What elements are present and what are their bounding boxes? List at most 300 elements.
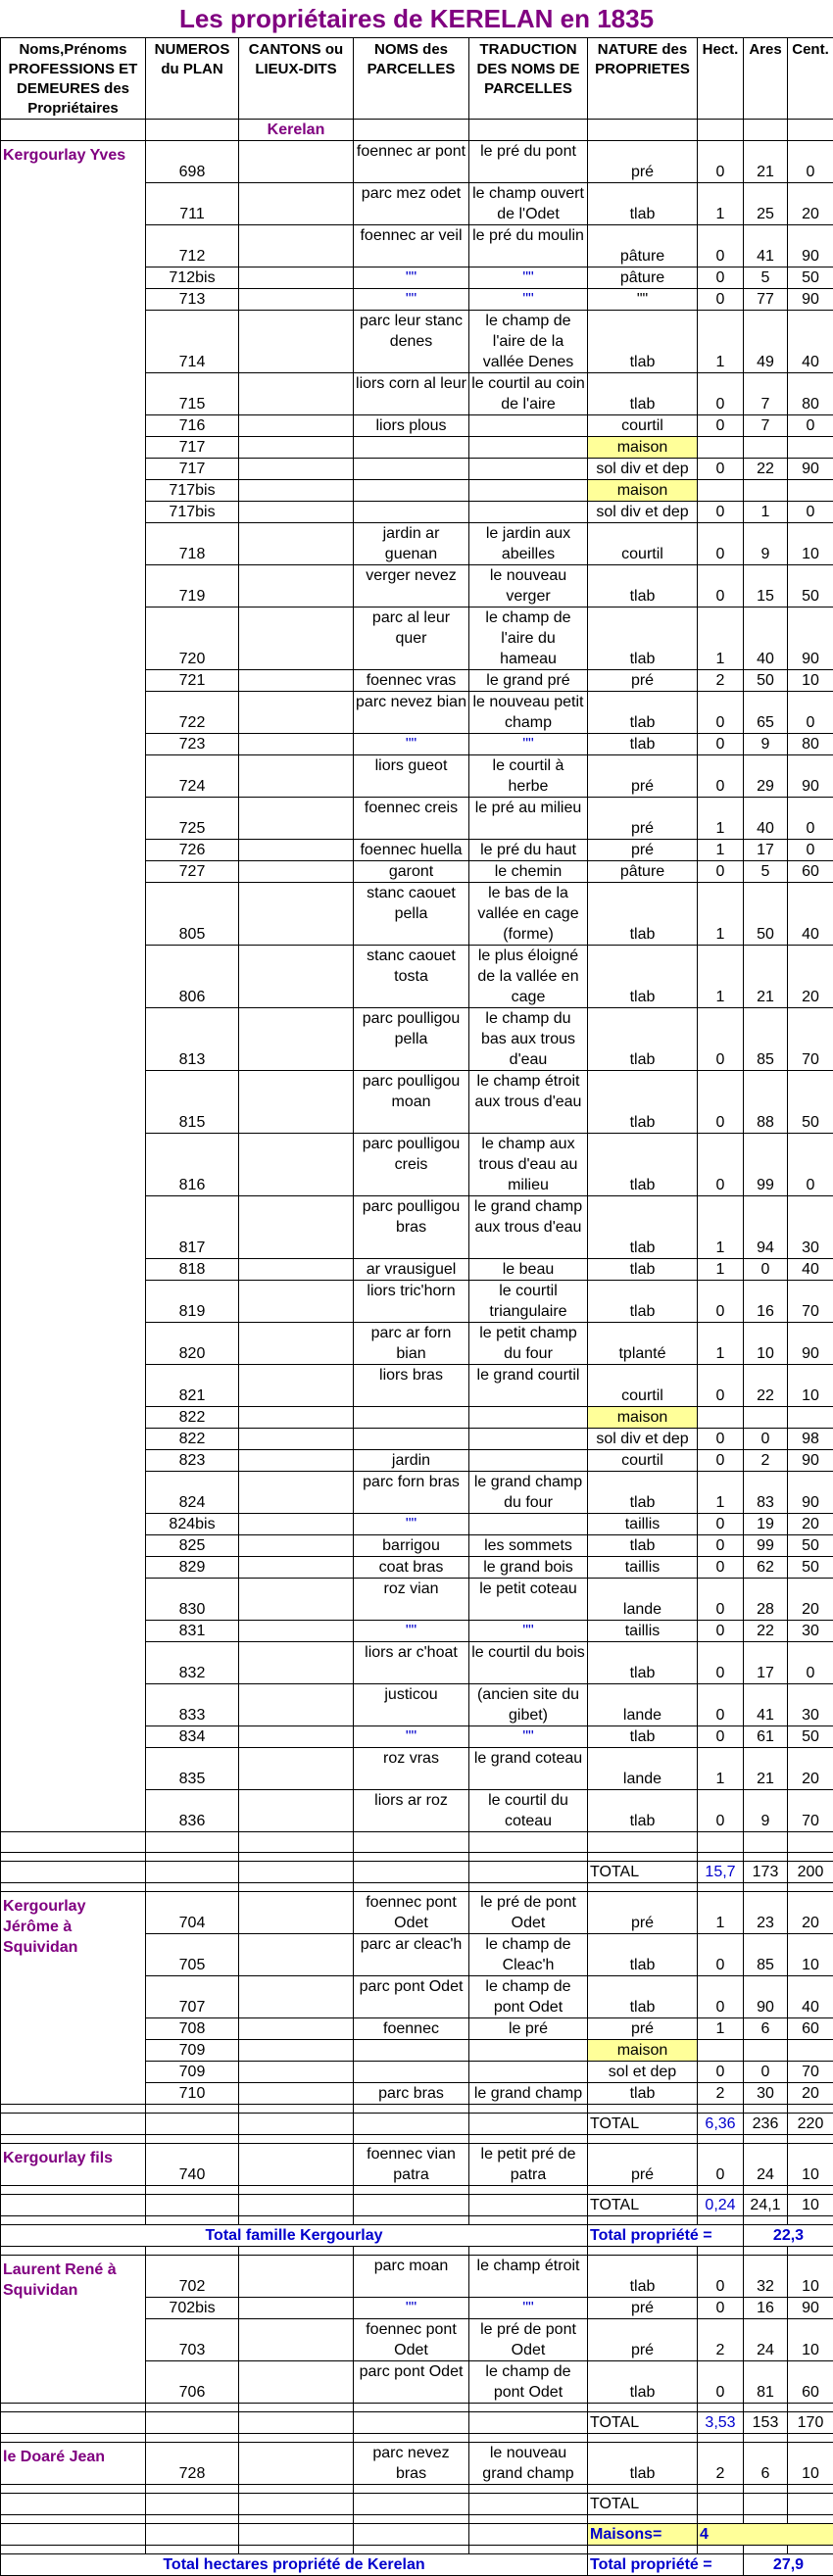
parcel-translation: le champ ouvert de l'Odet	[469, 183, 588, 225]
separator-cell	[788, 2546, 833, 2554]
canton-cell	[239, 608, 354, 670]
canton-cell	[239, 2018, 354, 2040]
parcel-translation	[469, 415, 588, 437]
plan-number: 707	[146, 1976, 239, 2018]
parcel-name: foennec creis	[354, 798, 469, 840]
plan-number: 705	[146, 1934, 239, 1976]
parcel-nature: tlab	[588, 946, 698, 1008]
parcel-name: liors plous	[354, 415, 469, 437]
plan-number: 740	[146, 2144, 239, 2186]
ares-value: 61	[744, 1726, 788, 1748]
owner-name: le Doaré Jean	[1, 2443, 146, 2485]
canton-cell	[239, 1323, 354, 1365]
canton-cell	[239, 1407, 354, 1429]
plan-number: 709	[146, 2040, 239, 2062]
canton-cell	[239, 1535, 354, 1557]
hectares-value: 0	[698, 565, 744, 608]
parcel-nature: pâture	[588, 225, 698, 267]
header-row	[1, 38, 833, 120]
empty-cell	[1, 1862, 146, 1883]
ares-value	[744, 480, 788, 502]
hectares-value: 0	[698, 1429, 744, 1450]
plan-number: 698	[146, 141, 239, 183]
empty-cell	[146, 2412, 239, 2434]
parcel-name: coat bras	[354, 1557, 469, 1579]
parcel-translation: ""	[469, 289, 588, 311]
parcel-translation: le champ du bas aux trous d'eau	[469, 1008, 588, 1071]
centiares-value: 10	[788, 2319, 833, 2361]
centiares-value: 90	[788, 2298, 833, 2319]
parcel-translation: le grand pré	[469, 670, 588, 692]
ares-value: 50	[744, 883, 788, 946]
separator-cell	[146, 2135, 239, 2144]
hectares-value: 1	[698, 311, 744, 373]
parcel-name: roz vras	[354, 1748, 469, 1790]
canton-cell	[239, 415, 354, 437]
canton-cell	[239, 1008, 354, 1071]
blank-cell	[1, 1832, 146, 1853]
parcel-name: parc forn bras	[354, 1472, 469, 1514]
separator-cell	[588, 2186, 698, 2195]
plan-number: 821	[146, 1365, 239, 1407]
empty-cell	[239, 2412, 354, 2434]
header-cent: Cent.	[788, 38, 833, 120]
parcel-nature: tlab	[588, 1008, 698, 1071]
page-title: Les propriétaires de KERELAN en 1835	[0, 0, 833, 37]
hectares-value: 0	[698, 1934, 744, 1976]
parcel-name: jardin	[354, 1450, 469, 1472]
parcel-translation: le champ de l'aire du hameau	[469, 608, 588, 670]
empty-cell	[469, 2412, 588, 2434]
centiares-value: 90	[788, 1472, 833, 1514]
empty-cell	[1, 2195, 146, 2216]
centiares-value: 50	[788, 267, 833, 289]
ares-value: 85	[744, 1934, 788, 1976]
centiares-value: 70	[788, 1008, 833, 1071]
parcel-name	[354, 1429, 469, 1450]
empty-cell	[239, 2524, 354, 2546]
parcel-name: parc mez odet	[354, 183, 469, 225]
plan-number: 805	[146, 883, 239, 946]
plan-number: 702	[146, 2256, 239, 2298]
separator-cell	[469, 2216, 588, 2225]
separator-cell	[698, 2135, 744, 2144]
canton-cell	[239, 1281, 354, 1323]
ares-value: 32	[744, 2256, 788, 2298]
empty-cell	[1, 2114, 146, 2135]
blank-cell	[239, 1832, 354, 1853]
parcel-name: parc pont Odet	[354, 2361, 469, 2404]
separator-cell	[354, 2485, 469, 2494]
parcel-nature: pré	[588, 2018, 698, 2040]
centiares-value: 30	[788, 1684, 833, 1726]
separator-cell	[354, 1883, 469, 1892]
hectares-value: 0	[698, 1976, 744, 2018]
centiares-value: 90	[788, 755, 833, 798]
plan-number: 710	[146, 2083, 239, 2105]
ares-value: 40	[744, 798, 788, 840]
centiares-value: 20	[788, 1514, 833, 1535]
empty-cell	[354, 120, 469, 141]
parcel-nature: taillis	[588, 1557, 698, 1579]
canton-cell	[239, 1748, 354, 1790]
hectares-value: 2	[698, 2443, 744, 2485]
separator-cell	[354, 1853, 469, 1862]
parcel-translation: le pré de pont Odet	[469, 2319, 588, 2361]
centiares-value: 0	[788, 692, 833, 734]
canton-cell	[239, 1365, 354, 1407]
separator-cell	[744, 2515, 788, 2524]
empty-cell	[354, 2412, 469, 2434]
hectares-value: 0	[698, 2256, 744, 2298]
parcel-translation: le champ étroit aux trous d'eau	[469, 1071, 588, 1134]
canton-cell	[239, 946, 354, 1008]
centiares-value: 98	[788, 1429, 833, 1450]
parcel-translation: le champ de pont Odet	[469, 1976, 588, 2018]
parcel-translation	[469, 1429, 588, 1450]
canton-row	[1, 120, 833, 141]
parcel-translation: le pré	[469, 2018, 588, 2040]
separator-cell	[1, 2135, 146, 2144]
canton-cell	[239, 1726, 354, 1748]
total-label: TOTAL	[588, 2114, 698, 2135]
canton-cell	[239, 861, 354, 883]
total-label: TOTAL	[588, 2494, 698, 2515]
canton-cell	[239, 798, 354, 840]
empty-cell	[239, 2114, 354, 2135]
empty-cell	[1, 2524, 146, 2546]
separator-cell	[469, 2485, 588, 2494]
canton-cell	[239, 565, 354, 608]
canton-cell	[239, 2361, 354, 2404]
separator-cell	[588, 2546, 698, 2554]
plan-number: 722	[146, 692, 239, 734]
total-label: TOTAL	[588, 2412, 698, 2434]
parcel-translation: le champ de l'aire de la vallée Denes	[469, 311, 588, 373]
parcel-translation: ""	[469, 1621, 588, 1642]
parcel-translation: le grand bois	[469, 1557, 588, 1579]
empty-cell	[146, 2114, 239, 2135]
parcel-name: foennec ar veil	[354, 225, 469, 267]
plan-number: 717	[146, 459, 239, 480]
blank-cell	[354, 1832, 469, 1853]
parcel-name: ""	[354, 734, 469, 755]
owner-name: Kergourlay Yves	[1, 141, 146, 1832]
separator-cell	[239, 2515, 354, 2524]
hectares-value: 0	[698, 225, 744, 267]
hectares-value: 0	[698, 1535, 744, 1557]
hectares-value: 1	[698, 183, 744, 225]
separator-cell	[1, 2404, 146, 2412]
hectares-value	[698, 437, 744, 459]
canton-cell	[239, 2062, 354, 2083]
empty-cell	[354, 2524, 469, 2546]
parcel-nature: tlab	[588, 2083, 698, 2105]
empty-cell	[146, 2195, 239, 2216]
ares-value: 1	[744, 502, 788, 523]
plan-number: 832	[146, 1642, 239, 1684]
parcel-nature: pré	[588, 755, 698, 798]
hectares-value: 0	[698, 692, 744, 734]
plan-number: 721	[146, 670, 239, 692]
total-row	[1, 2195, 833, 2216]
separator-cell	[698, 2247, 744, 2256]
parcel-nature: tlab	[588, 183, 698, 225]
centiares-value: 60	[788, 861, 833, 883]
separator-cell	[698, 1853, 744, 1862]
centiares-value: 20	[788, 1892, 833, 1934]
separator-cell	[788, 2515, 833, 2524]
separator-cell	[146, 2186, 239, 2195]
centiares-value: 30	[788, 1196, 833, 1259]
hectares-value: 0	[698, 1365, 744, 1407]
ares-value	[744, 1407, 788, 1429]
parcel-translation: le courtil triangulaire	[469, 1281, 588, 1323]
parcel-nature: courtil	[588, 1365, 698, 1407]
separator-cell	[744, 2135, 788, 2144]
blank-cell	[744, 1832, 788, 1853]
centiares-value: 10	[788, 2443, 833, 2485]
canton-cell	[239, 289, 354, 311]
hectares-value: 0	[698, 1642, 744, 1684]
canton-cell	[239, 692, 354, 734]
canton-cell	[239, 183, 354, 225]
header-owner: Noms,Prénoms PROFESSIONS ET DEMEURES des Propriétaires	[1, 38, 146, 120]
canton-cell	[239, 1790, 354, 1832]
canton-cell	[239, 502, 354, 523]
parcel-nature: pré	[588, 2144, 698, 2186]
canton-cell	[239, 1976, 354, 2018]
parcel-translation: le bas de la vallée en cage (forme)	[469, 883, 588, 946]
centiares-value: 0	[788, 1642, 833, 1684]
canton-cell	[239, 2256, 354, 2298]
centiares-value: 20	[788, 183, 833, 225]
parcel-nature: tlab	[588, 734, 698, 755]
ares-value: 0	[744, 1429, 788, 1450]
canton-cell	[239, 225, 354, 267]
parcel-nature: courtil	[588, 1450, 698, 1472]
centiares-value: 90	[788, 608, 833, 670]
ares-value: 41	[744, 225, 788, 267]
separator-row	[1, 2434, 833, 2443]
parcel-row	[1, 2256, 833, 2298]
plan-number: 816	[146, 1134, 239, 1196]
separator-row	[1, 2546, 833, 2554]
separator-cell	[354, 2515, 469, 2524]
parcel-name: parc poulligou bras	[354, 1196, 469, 1259]
separator-row	[1, 2105, 833, 2114]
plan-number: 708	[146, 2018, 239, 2040]
empty-cell	[239, 2195, 354, 2216]
parcel-name: stanc caouet tosta	[354, 946, 469, 1008]
separator-cell	[698, 1883, 744, 1892]
empty-cell	[588, 120, 698, 141]
total-centiares	[788, 2494, 833, 2515]
total-centiares: 200	[788, 1862, 833, 1883]
parcel-nature: pré	[588, 2298, 698, 2319]
ares-value: 7	[744, 415, 788, 437]
separator-cell	[698, 2105, 744, 2114]
ares-value: 29	[744, 755, 788, 798]
centiares-value: 10	[788, 670, 833, 692]
parcel-nature: tlab	[588, 1071, 698, 1134]
separator-cell	[469, 2135, 588, 2144]
parcel-nature: tlab	[588, 2256, 698, 2298]
separator-cell	[354, 2186, 469, 2195]
canton-cell	[239, 1472, 354, 1514]
hectares-value: 0	[698, 861, 744, 883]
parcel-translation	[469, 1514, 588, 1535]
parcel-translation: le courtil du bois	[469, 1642, 588, 1684]
parcel-nature: maison	[588, 2040, 698, 2062]
separator-cell	[698, 2186, 744, 2195]
canton-cell	[239, 2083, 354, 2105]
total-centiares: 220	[788, 2114, 833, 2135]
empty-cell	[469, 2195, 588, 2216]
separator-cell	[354, 2404, 469, 2412]
canton-cell	[239, 523, 354, 565]
empty-cell	[469, 2524, 588, 2546]
plan-number: 815	[146, 1071, 239, 1134]
parcel-nature: pâture	[588, 267, 698, 289]
separator-cell	[239, 2546, 354, 2554]
canton-cell	[239, 2144, 354, 2186]
separator-cell	[469, 2105, 588, 2114]
parcel-nature: tlab	[588, 1472, 698, 1514]
plan-number: 817	[146, 1196, 239, 1259]
ares-value: 6	[744, 2443, 788, 2485]
plan-number: 727	[146, 861, 239, 883]
parcel-row	[1, 141, 833, 183]
ares-value: 22	[744, 1365, 788, 1407]
parcel-name: stanc caouet pella	[354, 883, 469, 946]
parcel-translation: le courtil au coin de l'aire	[469, 373, 588, 415]
centiares-value: 30	[788, 1621, 833, 1642]
parcel-name: barrigou	[354, 1535, 469, 1557]
parcel-translation: le chemin	[469, 861, 588, 883]
parcel-nature: maison	[588, 1407, 698, 1429]
plan-number: 725	[146, 798, 239, 840]
hectares-value: 1	[698, 1472, 744, 1514]
separator-row	[1, 2404, 833, 2412]
separator-cell	[698, 2216, 744, 2225]
plan-number: 709	[146, 2062, 239, 2083]
separator-cell	[788, 2485, 833, 2494]
grand-total-prop-label: Total propriété =	[588, 2554, 744, 2576]
separator-row	[1, 1883, 833, 1892]
parcel-nature: sol div et dep	[588, 459, 698, 480]
hectares-value: 0	[698, 1726, 744, 1748]
separator-cell	[744, 2434, 788, 2443]
canton-cell	[239, 1892, 354, 1934]
hectares-value: 0	[698, 373, 744, 415]
parcel-nature: taillis	[588, 1514, 698, 1535]
total-ares: 236	[744, 2114, 788, 2135]
parcel-translation: ""	[469, 2298, 588, 2319]
ares-value: 7	[744, 373, 788, 415]
plan-cell	[146, 120, 239, 141]
centiares-value: 10	[788, 2256, 833, 2298]
blank-cell	[588, 1832, 698, 1853]
parcel-name	[354, 2062, 469, 2083]
canton-cell	[239, 1557, 354, 1579]
parcel-name: parc ar forn bian	[354, 1323, 469, 1365]
centiares-value: 50	[788, 1726, 833, 1748]
ares-value: 5	[744, 267, 788, 289]
empty-cell	[146, 2494, 239, 2515]
separator-cell	[1, 1853, 146, 1862]
separator-cell	[698, 2434, 744, 2443]
parcel-nature: sol et dep	[588, 2062, 698, 2083]
centiares-value: 20	[788, 2083, 833, 2105]
hectares-value: 0	[698, 1790, 744, 1832]
empty-cell	[469, 120, 588, 141]
parcel-translation: le petit pré de patra	[469, 2144, 588, 2186]
separator-cell	[744, 2404, 788, 2412]
parcel-translation: le petit coteau	[469, 1579, 588, 1621]
hectares-value: 2	[698, 670, 744, 692]
plan-number: 715	[146, 373, 239, 415]
ares-value: 77	[744, 289, 788, 311]
blank-cell	[469, 1832, 588, 1853]
plan-number: 726	[146, 840, 239, 861]
total-hectares: 15,7	[698, 1862, 744, 1883]
ares-value: 30	[744, 2083, 788, 2105]
parcel-translation	[469, 1450, 588, 1472]
parcel-translation: le pré du haut	[469, 840, 588, 861]
separator-row	[1, 2186, 833, 2195]
separator-cell	[469, 2247, 588, 2256]
separator-cell	[239, 2434, 354, 2443]
header-trad: TRADUCTION DES NOMS DE PARCELLES	[469, 38, 588, 120]
total-ares: 24,1	[744, 2195, 788, 2216]
separator-cell	[146, 2105, 239, 2114]
hectares-value: 0	[698, 1579, 744, 1621]
centiares-value: 90	[788, 1323, 833, 1365]
centiares-value: 60	[788, 2361, 833, 2404]
plan-number: 830	[146, 1579, 239, 1621]
canton-cell	[239, 1134, 354, 1196]
header-nom: NOMS des PARCELLES	[354, 38, 469, 120]
hectares-value: 0	[698, 755, 744, 798]
empty-cell	[354, 2195, 469, 2216]
parcel-nature: tlab	[588, 1790, 698, 1832]
separator-cell	[788, 2105, 833, 2114]
ares-value: 17	[744, 1642, 788, 1684]
parcel-translation: ""	[469, 734, 588, 755]
centiares-value: 70	[788, 1281, 833, 1323]
hectares-value: 1	[698, 608, 744, 670]
separator-cell	[354, 2216, 469, 2225]
blank-cell	[698, 1832, 744, 1853]
parcel-name: parc poulligou creis	[354, 1134, 469, 1196]
parcel-nature: tlab	[588, 1259, 698, 1281]
hectares-value: 0	[698, 141, 744, 183]
separator-cell	[588, 1853, 698, 1862]
ares-value: 88	[744, 1071, 788, 1134]
separator-cell	[469, 2515, 588, 2524]
separator-cell	[354, 2105, 469, 2114]
plan-number: 819	[146, 1281, 239, 1323]
parcel-nature: tlab	[588, 1134, 698, 1196]
ares-value: 0	[744, 1259, 788, 1281]
ares-value: 23	[744, 1892, 788, 1934]
separator-row	[1, 2135, 833, 2144]
plan-number: 822	[146, 1407, 239, 1429]
centiares-value: 0	[788, 798, 833, 840]
family-total-prop-label: Total propriété =	[588, 2225, 744, 2247]
parcel-name: foennec vras	[354, 670, 469, 692]
